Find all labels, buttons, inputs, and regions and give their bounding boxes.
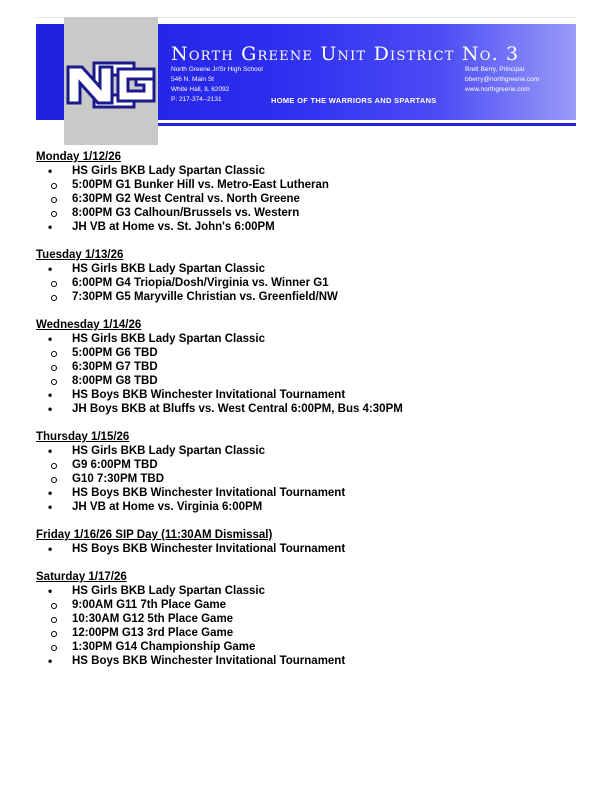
game-item: 9:00AM G11 7th Place Game <box>36 598 576 612</box>
game-item: G9 6:00PM TBD <box>36 458 576 472</box>
event-text: HS Girls BKB Lady Spartan Classic <box>72 263 266 275</box>
event-list <box>36 332 576 416</box>
day-title: Monday 1/12/26 <box>36 151 122 163</box>
event-text: HS Girls BKB Lady Spartan Classic <box>72 585 266 597</box>
event-item <box>36 486 576 500</box>
game-item: 1:30PM G14 Championship Game <box>36 640 576 654</box>
game-item: 6:30PM G2 West Central vs. North Greene <box>36 192 576 206</box>
school-address-line2: White Hall, IL 62092 <box>171 86 230 93</box>
event-item <box>36 584 576 598</box>
day-title: Friday 1/16/26 SIP Day (11:30AM Dismissal) <box>36 529 273 541</box>
game-item: 8:00PM G8 TBD <box>36 374 576 388</box>
game-item: 6:30PM G7 TBD <box>36 360 576 374</box>
game-item: G10 7:30PM TBD <box>36 472 576 486</box>
event-text: HS Girls BKB Lady Spartan Classic <box>72 165 266 177</box>
event-text: JH Boys BKB at Bluffs vs. West Central 6:00PM, Bus 4:30PM <box>72 403 403 415</box>
event-list <box>36 584 576 668</box>
day-title: Wednesday 1/14/26 <box>36 319 142 331</box>
event-item <box>36 220 576 234</box>
event-text: HS Boys BKB Winchester Invitational Tournament <box>72 487 346 499</box>
game-item: 5:00PM G1 Bunker Hill vs. Metro-East Lutheran <box>36 178 576 192</box>
day-section <box>36 248 576 304</box>
banner-edge <box>36 24 64 120</box>
game-item: 5:00PM G6 TBD <box>36 346 576 360</box>
event-item <box>36 542 576 556</box>
district-title: North Greene Unit District No. 3 <box>171 43 520 65</box>
event-item <box>36 262 576 276</box>
game-list <box>36 178 576 220</box>
event-item <box>36 164 576 178</box>
event-list <box>36 164 576 234</box>
event-text: HS Boys BKB Winchester Invitational Tournament <box>72 543 346 555</box>
event-item <box>36 654 576 668</box>
event-item <box>36 444 576 458</box>
game-item: 10:30AM G12 5th Place Game <box>36 612 576 626</box>
header-rule <box>158 123 576 126</box>
event-text: HS Girls BKB Lady Spartan Classic <box>72 333 266 345</box>
event-item <box>36 500 576 514</box>
event-text: JH VB at Home vs. St. John's 6:00PM <box>72 221 275 233</box>
game-item: 12:00PM G13 3rd Place Game <box>36 626 576 640</box>
school-contact <box>171 65 263 105</box>
game-item: 7:30PM G5 Maryville Christian vs. Greenfield/NW <box>36 290 576 304</box>
game-item: 6:00PM G4 Triopia/Dosh/Virginia vs. Winner G1 <box>36 276 576 290</box>
logo-panel <box>64 17 158 145</box>
day-title: Thursday 1/15/26 <box>36 431 130 443</box>
event-item <box>36 388 576 402</box>
game-list <box>36 458 576 486</box>
event-list <box>36 262 576 304</box>
school-address-line1: 546 N. Main St <box>171 76 214 83</box>
ng-logo-icon <box>64 55 158 115</box>
game-list <box>36 276 576 304</box>
school-website: www.northgreene.com <box>465 86 530 93</box>
principal-contact <box>465 65 539 95</box>
event-item <box>36 332 576 346</box>
principal-email: bberry@northgreene.com <box>465 76 540 83</box>
day-section <box>36 318 576 416</box>
principal-name: Brett Berry, Principal <box>465 66 525 73</box>
event-item <box>36 402 576 416</box>
tagline: HOME OF THE WARRIORS AND SPARTANS <box>271 96 437 105</box>
school-name: North Greene Jr/Sr High School <box>171 66 263 73</box>
day-section <box>36 430 576 514</box>
weekly-schedule <box>36 150 576 668</box>
event-text: HS Girls BKB Lady Spartan Classic <box>72 445 266 457</box>
day-section <box>36 570 576 668</box>
day-section <box>36 150 576 234</box>
event-text: JH VB at Home vs. Virginia 6:00PM <box>72 501 263 513</box>
event-list <box>36 444 576 514</box>
day-section <box>36 528 576 556</box>
day-title: Saturday 1/17/26 <box>36 571 127 583</box>
game-item: 8:00PM G3 Calhoun/Brussels vs. Western <box>36 206 576 220</box>
game-list <box>36 598 576 654</box>
event-list <box>36 542 576 556</box>
event-text: HS Boys BKB Winchester Invitational Tournament <box>72 389 346 401</box>
school-phone: P: 217-374--2131 <box>171 96 222 103</box>
day-title: Tuesday 1/13/26 <box>36 249 124 261</box>
game-list <box>36 346 576 388</box>
event-text: HS Boys BKB Winchester Invitational Tournament <box>72 655 346 667</box>
